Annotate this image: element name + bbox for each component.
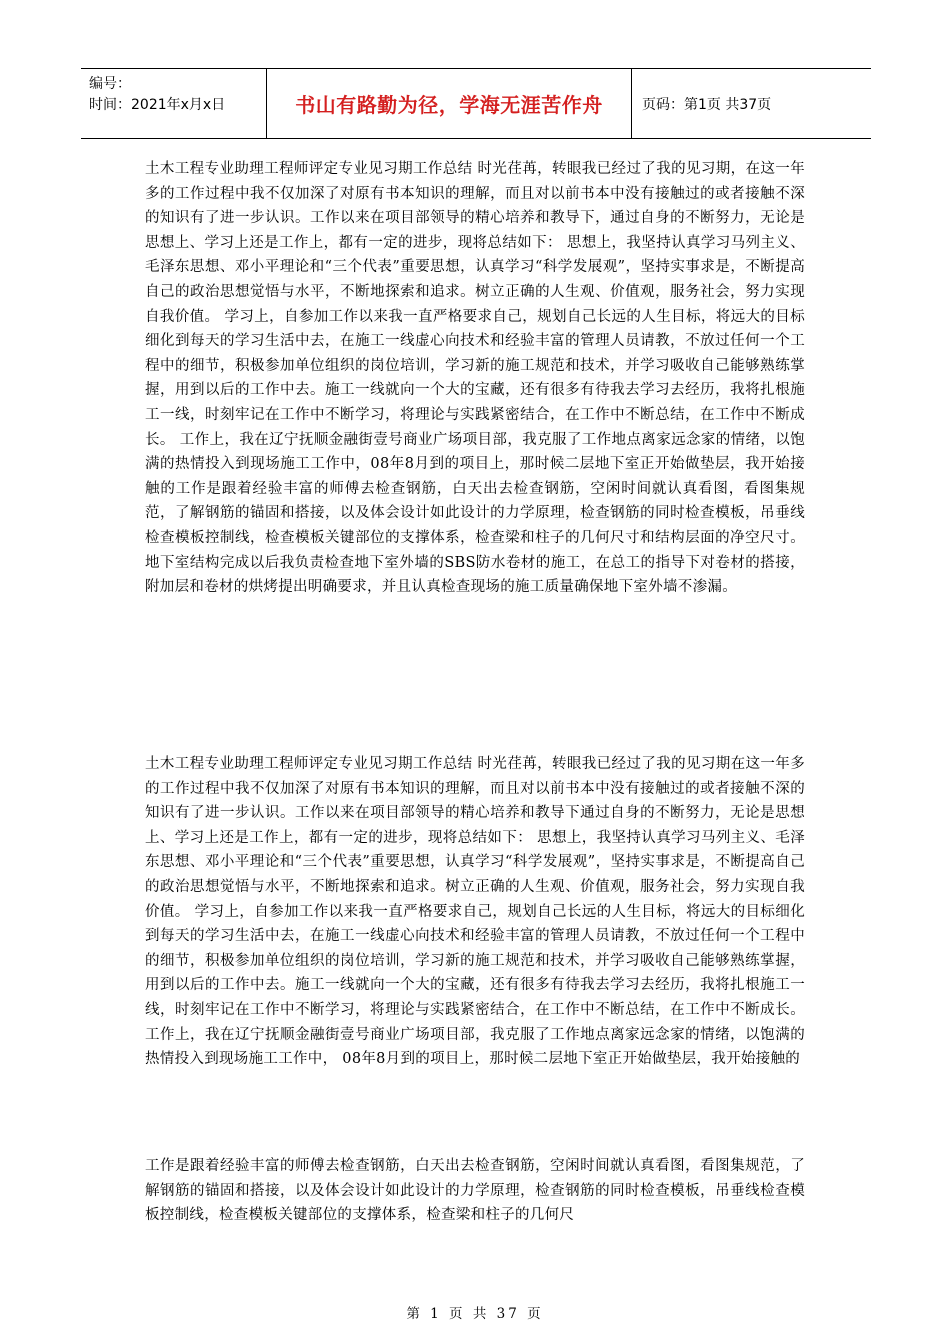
body-paragraph-1: 土木工程专业助理工程师评定专业见习期工作总结 时光荏苒，转眼我已经过了我的见习期，在这一年多的工作过程中我不仅加深了对原有书本知识的理解，而且对以前书本中没有接触过的或者接触不深的知识有了进一步认识。工作以来在项目部领导的精心培养和教导下，通过自身的不断努力，无论是思想上、学习上还是工作上，都有一定的进步，现将总结如下： 思想上，我坚持认真学习马列主义、毛泽东思想、邓小平理论和“三个代表”重要思想，认真学习“科学发展观”，坚持实事求是，不断提高自己的政治思想觉悟与水平，不断地探索和追求。树立正确的人生观、价值观，服务社会，努力实现自我价值。 学习上，自参加工作以来我一直严格要求自己，规划自己长远的人生目标，将远大的目标细化到每天的学习生活中去，在施工一线虚心向技术和经验丰富的管理人员请教，不放过任何一个工程中的细节，积极参加单位组织的岗位培训，学习新的施工规范和技术，并学习吸收自己能够熟练掌握，用到以后的工作中去。施工一线就向一个大的宝藏，还有很多有待我去学习去经历，我将扎根施工一线，时刻牢记在工作中不断学习，将理论与实践紧密结合，在工作中不断总结，在工作中不断成长。 工作上，我在辽宁抚顺金融街壹号商业广场项目部，我克服了工作地点离家远念家的情绪，以饱满的热情投入到现场施工工作中，08年8月到的项目上，那时候二层地下室正开始做垫层，我开始接触的工作是跟着经验丰富的师傅去检查钢筋，白天出去检查钢筋，空闲时间就认真看图，看图集规范，了解钢筋的锚固和搭接，以及体会设计如此设计的力学原理，检查钢筋的同时检查模板，吊垂线检查模板控制线，检查模板关键部位的支撑体系，检查梁和柱子的几何尺寸和结构层面的净空尺寸。地下室结构完成以后我负责检查地下室外墙的SBS防水卷材的施工，在总工的指导下对卷材的搭接，附加层和卷材的烘烤提出明确要求，并且认真检查现场的施工质量确保地下室外墙不渗漏。: [145, 161, 805, 596]
serial-label: 编号：: [89, 76, 131, 92]
header-motto: 书山有路勤为径，学海无涯苦作舟: [266, 69, 631, 138]
header-meta: [81, 69, 266, 138]
header-page-info: 页码：第1页 共37页: [631, 69, 871, 138]
page-footer: 第 1 页 共 37 页: [406, 1306, 544, 1322]
body-paragraph-3: 工作是跟着经验丰富的师傅去检查钢筋，白天出去检查钢筋，空闲时间就认真看图，看图集规范，了解钢筋的锚固和搭接，以及体会设计如此设计的力学原理，检查钢筋的同时检查模板，吊垂线检查模板控制线，检查模板关键部位的支撑体系，检查梁和柱子的几何尺: [145, 1158, 805, 1224]
page-header: [81, 68, 871, 139]
body-paragraph-2: 土木工程专业助理工程师评定专业见习期工作总结 时光荏苒，转眼我已经过了我的见习期在这一年多的工作过程中我不仅加深了对原有书本知识的理解，而且对以前书本中没有接触过的或者接触不深的知识有了进一步认识。工作以来在项目部领导的精心培养和教导下通过自身的不断努力，无论是思想上、学习上还是工作上，都有一定的进步，现将总结如下： 思想上，我坚持认真学习马列主义、毛泽东思想、邓小平理论和“三个代表”重要思想，认真学习“科学发展观”，坚持实事求是，不断提高自己的政治思想觉悟与水平，不断地探索和追求。树立正确的人生观、价值观，服务社会，努力实现自我价值。 学习上，自参加工作以来我一直严格要求自己，规划自己长远的人生目标，将远大的目标细化到每天的学习生活中去，在施工一线虚心向技术和经验丰富的管理人员请教，不放过任何一个工程中的细节，积极参加单位组织的岗位培训，学习新的施工规范和技术，并学习吸收自己能够熟练掌握，用到以后的工作中去。施工一线就向一个大的宝藏，还有很多有待我去学习去经历，我将扎根施工一线，时刻牢记在工作中不断学习，将理论与实践紧密结合，在工作中不断总结，在工作中不断成长。 工作上，我在辽宁抚顺金融街壹号商业广场项目部，我克服了工作地点离家远念家的情绪，以饱满的热情投入到现场施工工作中， 08年8月到的项目上，那时候二层地下室正开始做垫层，我开始接触的: [145, 756, 805, 1068]
date-label: 时间：2021年x月x日: [89, 97, 226, 113]
